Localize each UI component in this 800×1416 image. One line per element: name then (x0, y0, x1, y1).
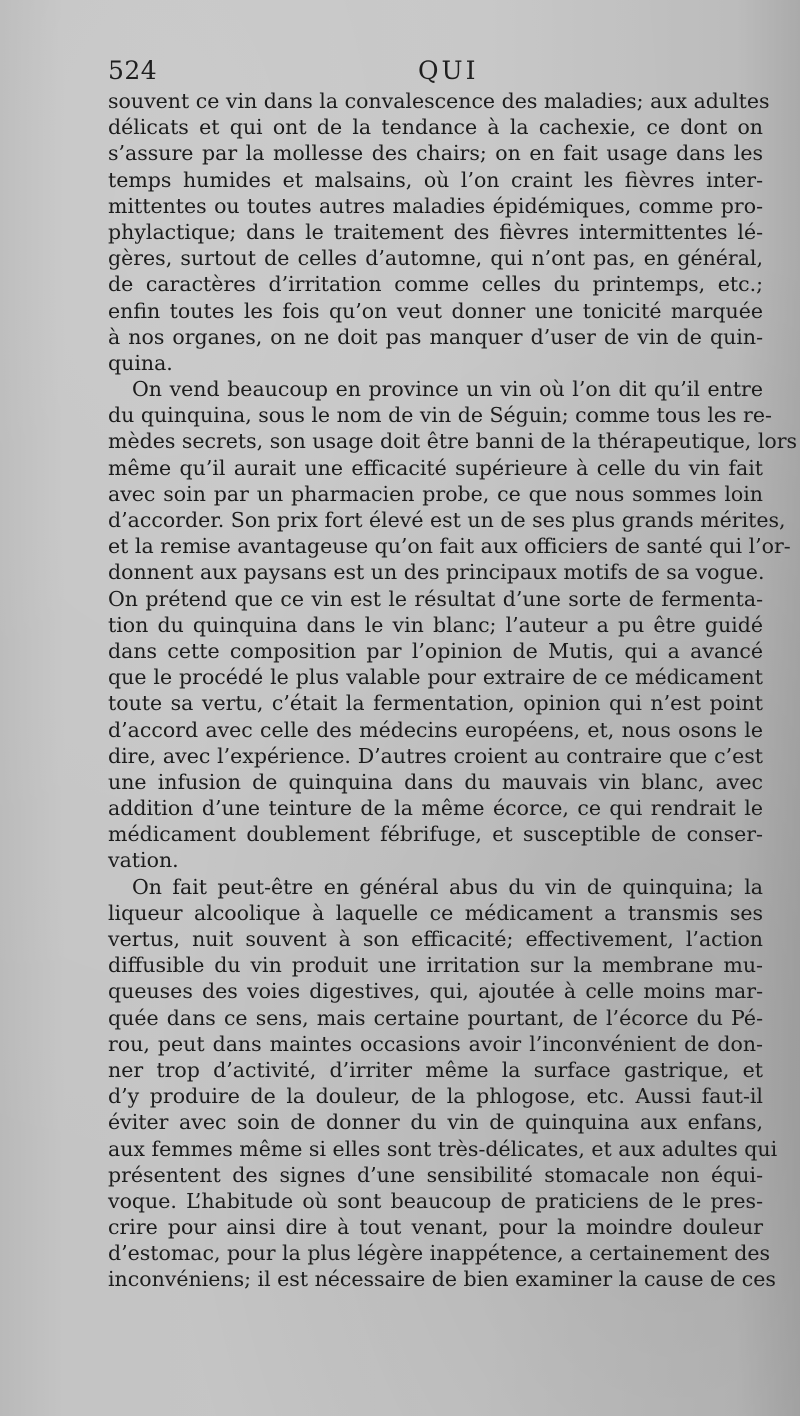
text-line: crire pour ainsi dire à tout venant, pour la moindre douleur (108, 1215, 763, 1240)
text-line: que le procédé le plus valable pour extraire de ce médicament (108, 665, 763, 690)
text-line: dans cette composition par l’opinion de Mutis, qui a avancé (108, 638, 763, 663)
text-line: inconvéniens; il est nécessaire de bien examiner la cause de ces (108, 1267, 776, 1292)
text-line: d’accorder. Son prix fort élevé est un de ses plus grands mérites, (108, 508, 786, 532)
paragraph (108, 874, 778, 1293)
text-line: éviter avec soin de donner du vin de quinquina aux enfans, (108, 1110, 763, 1135)
text-line: vation. (108, 848, 179, 873)
text-line: temps humides et malsains, où l’on craint les fièvres inter- (108, 167, 763, 192)
text-line: mèdes secrets, son usage doit être banni de la thérapeutique, lors (108, 429, 798, 454)
text-line: dire, avec l’expérience. D’autres croient au contraire que c’est (108, 743, 763, 768)
text-line: voque. L’habitude où sont beaucoup de praticiens de le pres- (108, 1188, 763, 1213)
body-text (108, 88, 798, 1293)
text-line: On vend beaucoup en province un vin où l’on dit qu’il entre (132, 377, 763, 402)
text-line: à nos organes, on ne doit pas manquer d’user de vin de quin- (108, 324, 763, 349)
text-line: diffusible du vin produit une irritation sur la membrane mu- (108, 953, 763, 978)
text-line: addition d’une teinture de la même écorce, ce qui rendrait le (108, 796, 763, 821)
text-line: donnent aux paysans est un des principaux motifs de sa vogue. (108, 560, 765, 585)
text-line: de caractères d’irritation comme celles du printemps, etc.; (108, 272, 763, 297)
text-line: toute sa vertu, c’était la fermentation, opinion qui n’est point (108, 691, 763, 716)
text-line: enfin toutes les fois qu’on veut donner une tonicité marquée (108, 298, 763, 323)
text-line: s’assure par la mollesse des chairs; on en fait usage dans les (108, 141, 763, 166)
text-line: du quinquina, sous le nom de vin de Séguin; comme tous les re- (108, 403, 772, 428)
text-line: phylactique; dans le traitement des fièvres intermittentes lé- (108, 219, 763, 244)
text-line: médicament doublement fébrifuge, et susceptible de conser- (108, 822, 763, 847)
text-line: délicats et qui ont de la tendance à la cachexie, ce dont on (108, 115, 763, 140)
text-line: et la remise avantageuse qu’on fait aux officiers de santé qui l’or- (108, 534, 791, 559)
text-line: aux femmes même si elles sont très-délicates, et aux adultes qui (108, 1136, 778, 1161)
text-line: tion du quinquina dans le vin blanc; l’auteur a pu être guidé (108, 612, 763, 637)
text-line: une infusion de quinquina dans du mauvais vin blanc, avec (108, 769, 763, 794)
paragraph (108, 376, 798, 874)
text-line: ner trop d’activité, d’irriter même la surface gastrique, et (108, 1057, 763, 1082)
text-line: quée dans ce sens, mais certaine pourtant, de l’écorce du Pé- (108, 1005, 763, 1030)
text-line: présentent des signes d’une sensibilité stomacale non équi- (108, 1162, 763, 1187)
text-line: On prétend que ce vin est le résultat d’une sorte de fermenta- (108, 586, 763, 611)
text-line: liqueur alcoolique à laquelle ce médicament a transmis ses (108, 900, 763, 925)
text-line: queuses des voies digestives, qui, ajoutée à celle moins mar- (108, 979, 763, 1004)
text-line: gères, surtout de celles d’automne, qui n’ont pas, en général, (108, 246, 763, 271)
text-line: d’accord avec celle des médecins européens, et, nous osons le (108, 717, 763, 742)
text-line: avec soin par un pharmacien probe, ce que nous sommes loin (108, 481, 763, 506)
text-line: mittentes ou toutes autres maladies épidémiques, comme pro- (108, 193, 763, 218)
text-line: d’y produire de la douleur, de la phlogose, etc. Aussi faut-il (108, 1084, 763, 1109)
text-line: d’estomac, pour la plus légère inappétence, a certainement des (108, 1241, 771, 1266)
page-number: 524 (108, 56, 158, 85)
text-line: quina. (108, 350, 173, 375)
running-head-title: QUI (418, 56, 479, 85)
text-line: On fait peut-être en général abus du vin de quinquina; la (132, 874, 763, 899)
text-line: même qu’il aurait une efficacité supérieure à celle du vin fait (108, 455, 763, 480)
paragraph (108, 88, 770, 376)
running-head (108, 56, 763, 88)
text-line: vertus, nuit souvent à son efficacité; effectivement, l’action (108, 927, 763, 951)
text-line: souvent ce vin dans la convalescence des maladies; aux adultes (108, 89, 770, 113)
text-line: rou, peut dans maintes occasions avoir l’inconvénient de don- (108, 1031, 763, 1056)
